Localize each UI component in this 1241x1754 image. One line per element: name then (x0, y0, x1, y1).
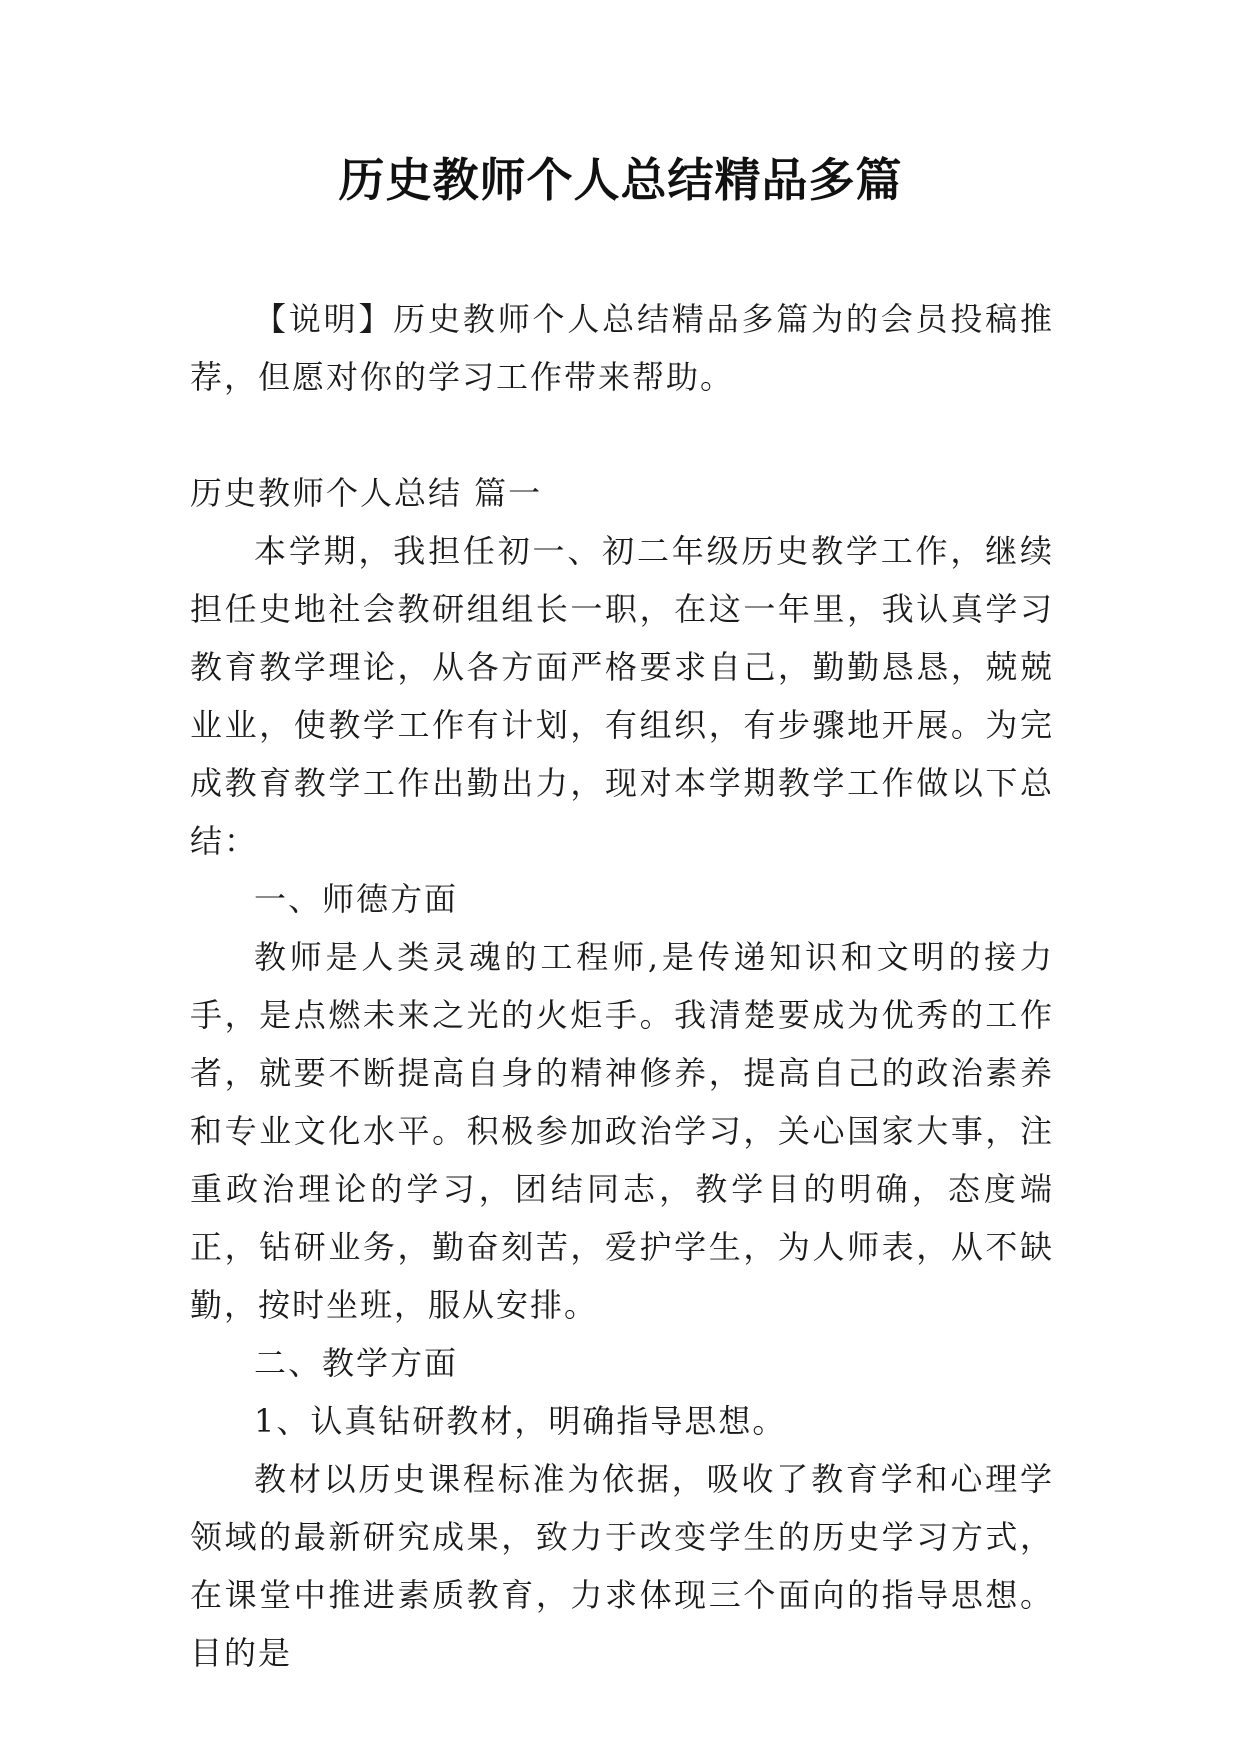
intro-paragraph: 【说明】历史教师个人总结精品多篇为的会员投稿推荐，但愿对你的学习工作带来帮助。 (190, 300, 1054, 396)
subheading-teaching: 二、教学方面 (254, 1344, 459, 1382)
document-title: 历史教师个人总结精品多篇 (338, 153, 903, 207)
document-body (190, 290, 1054, 1682)
body-paragraph: 教师是人类灵魂的工程师,是传递知识和文明的接力手，是点燃未来之光的火炬手。我清楚要成为优秀的工作者，就要不断提高自身的精神修养，提高自己的政治素养和专业文化水平。积极参加政治学习，关心国家大事，注重政治理论的学习，团结同志，教学目的明确，态度端正，钻研业务，勤奋刻苦，爱护学生，为人师表，从不缺勤，按时坐班，服从安排。 (190, 938, 1054, 1324)
list-item: 1、认真钻研教材，明确指导思想。 (254, 1402, 787, 1440)
body-paragraph: 本学期，我担任初一、初二年级历史教学工作，继续担任史地社会教研组组长一职，在这一年里，我认真学习教育教学理论，从各方面严格要求自己，勤勤恳恳，兢兢业业，使教学工作有计划，有组织，有步骤地开展。为完成教育教学工作出勤出力，现对本学期教学工作做以下总结： (190, 532, 1054, 860)
section-heading: 历史教师个人总结 篇一 (190, 474, 543, 512)
spacer (190, 406, 1054, 464)
subheading-teacher-ethics: 一、师德方面 (254, 880, 459, 918)
body-paragraph: 教材以历史课程标准为依据，吸收了教育学和心理学领域的最新研究成果，致力于改变学生的历史学习方式，在课堂中推进素质教育，力求体现三个面向的指导思想。目的是 (190, 1460, 1054, 1672)
